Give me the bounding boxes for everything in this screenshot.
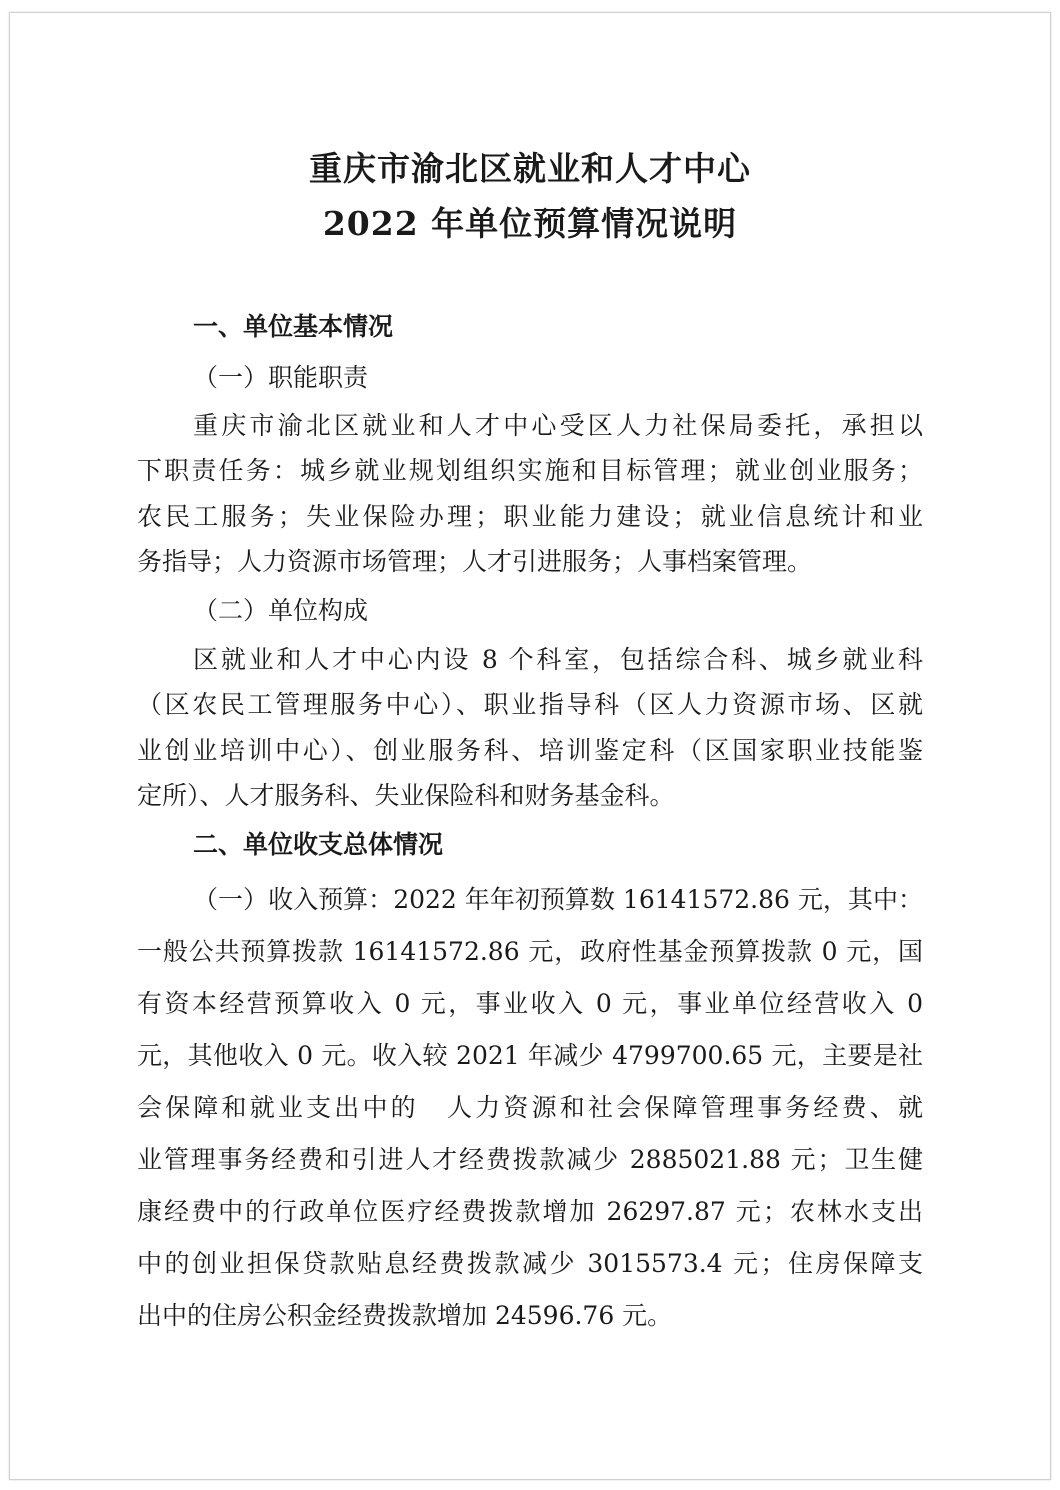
paragraph-line: 会保障和就业支出中的 人力资源和社会保障管理事务经费、就	[137, 1093, 923, 1122]
subsection-heading: （二）单位构成	[193, 596, 369, 625]
paragraph-line: 业管理事务经费和引进人才经费拨款减少 2885021.88 元；卫生健	[137, 1145, 923, 1174]
document-title: 重庆市渝北区就业和人才中心	[309, 149, 751, 188]
paragraph-line: 重庆市渝北区就业和人才中心受区人力社保局委托，承担以	[193, 411, 923, 440]
document-subtitle: 2022 年单位预算情况说明	[322, 204, 738, 243]
paragraph-line: （区农民工管理服务中心）、职业指导科（区人力资源市场、区就	[137, 690, 923, 719]
section-heading-1: 一、单位基本情况	[193, 312, 394, 341]
paragraph-line: （一）收入预算：2022 年年初预算数 16141572.86 元，其中：	[193, 885, 923, 914]
paragraph-line: 中的创业担保贷款贴息经费拨款减少 3015573.4 元；住房保障支	[137, 1249, 923, 1278]
section-heading-2: 二、单位收支总体情况	[193, 830, 444, 859]
paragraph-line: 农民工服务；失业保险办理；职业能力建设；就业信息统计和业	[137, 502, 923, 531]
paragraph-line: 元，其他收入 0 元。收入较 2021 年减少 4799700.65 元，主要是社	[137, 1041, 923, 1070]
paragraph-line: 一般公共预算拨款 16141572.86 元，政府性基金预算拨款 0 元，国	[137, 937, 923, 966]
paragraph-line: 业创业培训中心）、创业服务科、培训鉴定科（区国家职业技能鉴	[137, 736, 923, 765]
paragraph-line: 务指导；人力资源市场管理；人才引进服务；人事档案管理。	[137, 547, 813, 576]
subsection-heading: （一）职能职责	[193, 363, 369, 392]
paragraph-line: 下职责任务：城乡就业规划组织实施和目标管理；就业创业服务；	[137, 456, 923, 485]
paragraph-line: 出中的住房公积金经费拨款增加 24596.76 元。	[137, 1301, 673, 1330]
paragraph-line: 定所）、人才服务科、失业保险科和财务基金科。	[137, 781, 675, 810]
paragraph-line: 区就业和人才中心内设 8 个科室，包括综合科、城乡就业科	[193, 645, 923, 674]
paragraph-line: 康经费中的行政单位医疗经费拨款增加 26297.87 元；农林水支出	[137, 1197, 923, 1226]
paragraph-line: 有资本经营预算收入 0 元，事业收入 0 元，事业单位经营收入 0	[137, 989, 923, 1018]
